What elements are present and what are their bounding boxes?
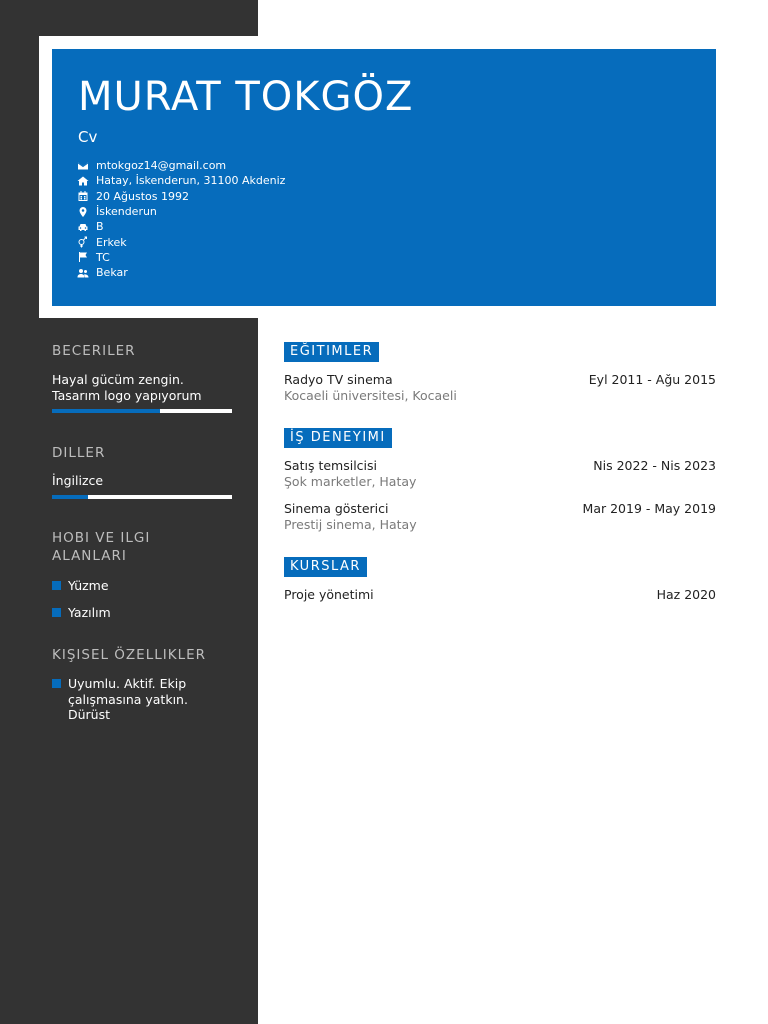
car-icon	[76, 221, 90, 233]
entry-row	[284, 587, 716, 603]
entry-name: Sinema gösterici	[284, 501, 389, 516]
home-icon	[76, 175, 90, 187]
contact-gender-text: Erkek	[96, 235, 127, 249]
language-item: İngilizce	[52, 473, 104, 488]
contact-address	[76, 173, 285, 188]
person-name: MURAT TOKGÖZ	[78, 74, 414, 120]
contact-list	[76, 158, 285, 280]
entry-place: Kocaeli üniversitesi, Kocaeli	[284, 388, 457, 403]
contact-nationality	[76, 250, 285, 265]
education-heading: EĞITIMLER	[284, 342, 379, 362]
contact-birthdate-text: 20 Ağustos 1992	[96, 189, 189, 203]
bullet-square-icon	[52, 608, 61, 617]
location-pin-icon	[76, 206, 90, 218]
hobby-item	[52, 578, 109, 594]
skills-heading: BECERILER	[52, 343, 136, 359]
contact-birthplace	[76, 204, 285, 219]
language-level-bar	[52, 495, 232, 499]
contact-marital-status-text: Bekar	[96, 266, 128, 280]
bullet-square-icon	[52, 679, 61, 688]
language-level-fill	[52, 495, 88, 499]
trait-text-line: Uyumlu. Aktif. Ekip	[68, 676, 187, 691]
header-banner	[52, 49, 716, 306]
contact-email-text[interactable]: mtokgoz14@gmail.com	[96, 159, 227, 173]
entry-row	[284, 458, 716, 474]
contact-driving-license-text: B	[96, 220, 104, 234]
entry-name: Proje yönetimi	[284, 587, 374, 602]
languages-heading: DILLER	[52, 445, 106, 461]
entry-date: Eyl 2011 - Ağu 2015	[588, 372, 716, 387]
entry-date: Haz 2020	[656, 587, 716, 602]
bullet-square-icon	[52, 581, 61, 590]
flag-icon	[76, 251, 90, 263]
entry-row	[284, 501, 716, 517]
entry-row	[284, 372, 716, 388]
contact-address-text: Hatay, İskenderun, 31100 Akdeniz	[96, 174, 286, 188]
entry-date: Mar 2019 - May 2019	[582, 501, 716, 516]
contact-driving-license	[76, 219, 285, 234]
hobby-label: Yazılım	[68, 605, 111, 620]
people-icon	[76, 267, 90, 279]
hobbies-heading-line: HOBI VE ILGI	[52, 530, 151, 546]
hobby-item	[52, 605, 111, 621]
skills-level-fill	[52, 409, 160, 413]
contact-email	[76, 158, 285, 173]
course-entry	[284, 587, 716, 603]
trait-item	[52, 676, 188, 723]
entry-name: Satış temsilcisi	[284, 458, 378, 473]
entry-place: Prestij sinema, Hatay	[284, 517, 417, 532]
hobbies-heading-line: ALANLARI	[52, 548, 127, 564]
contact-marital-status	[76, 265, 285, 280]
gender-icon	[76, 236, 90, 248]
courses-heading: KURSLAR	[284, 557, 367, 577]
hobby-label: Yüzme	[68, 578, 109, 593]
trait-text-line: Dürüst	[68, 707, 111, 722]
contact-birthplace-text: İskenderun	[96, 205, 157, 219]
skills-text	[52, 372, 202, 403]
calendar-icon	[76, 190, 90, 202]
document-subtitle: Cv	[78, 128, 98, 146]
trait-text-line: çalışmasına yatkın.	[68, 691, 188, 707]
mail-icon	[76, 160, 90, 172]
skills-level-bar	[52, 409, 232, 413]
experience-entry	[284, 501, 716, 533]
contact-gender	[76, 234, 285, 249]
hobbies-heading	[52, 529, 150, 565]
contact-birthdate	[76, 189, 285, 204]
experience-entry	[284, 458, 716, 490]
skills-text-line: Tasarım logo yapıyorum	[52, 387, 202, 403]
trait-text	[68, 676, 188, 723]
entry-name: Radyo TV sinema	[284, 372, 393, 387]
skills-text-line: Hayal gücüm zengin.	[52, 372, 184, 387]
experience-heading: İŞ DENEYIMI	[284, 428, 392, 448]
entry-place: Şok marketler, Hatay	[284, 474, 417, 489]
education-entry	[284, 372, 716, 404]
traits-heading: KIŞISEL ÖZELLIKLER	[52, 647, 207, 663]
entry-date: Nis 2022 - Nis 2023	[593, 458, 716, 473]
contact-nationality-text: TC	[96, 250, 110, 264]
